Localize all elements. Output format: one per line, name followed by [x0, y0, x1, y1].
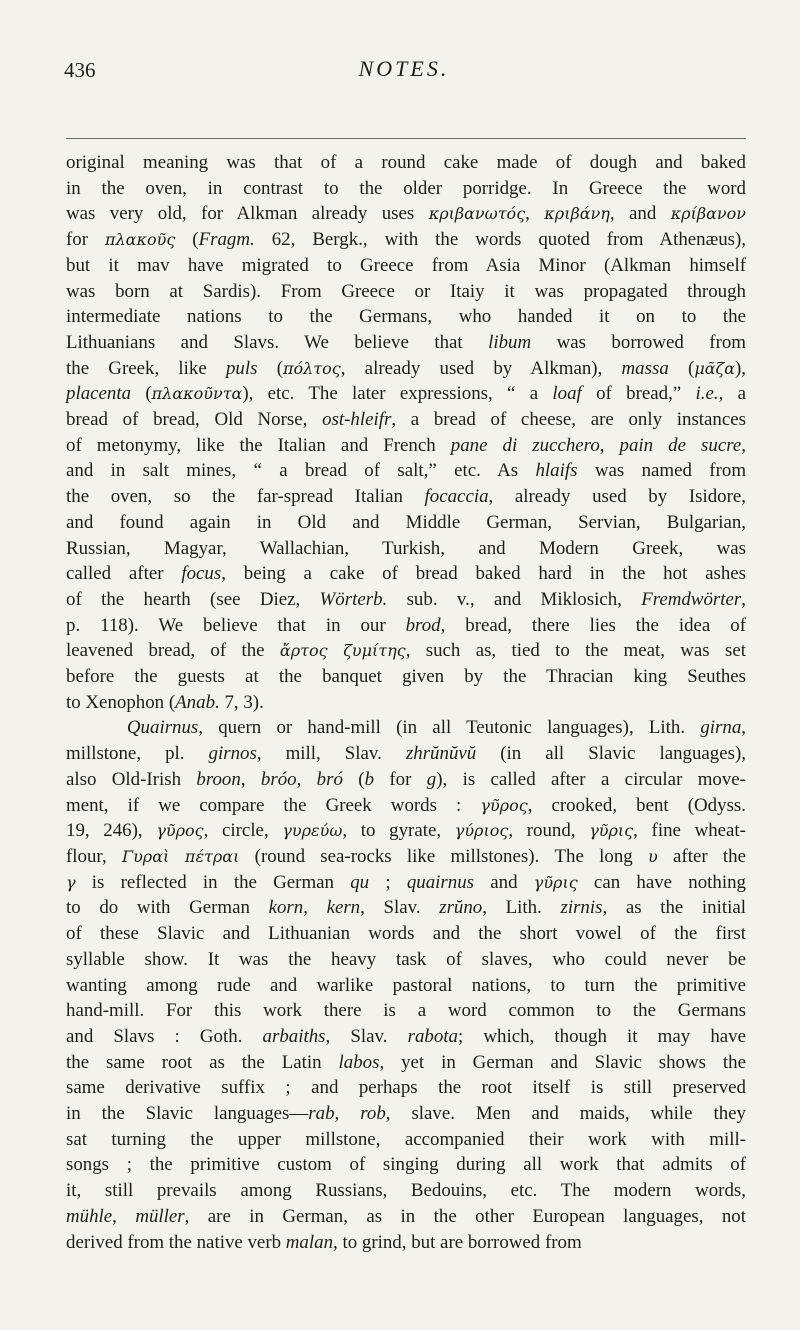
text-segment: ,: [296, 768, 317, 790]
text-segment: [66, 717, 127, 738]
text-segment: , Lith.: [482, 897, 561, 919]
text-line: [66, 690, 746, 716]
text-segment: ment, if we compare the Greek words :: [66, 794, 481, 816]
text-line: [66, 895, 746, 921]
text-line: [66, 870, 746, 896]
text-segment: and: [474, 871, 534, 893]
text-line: [66, 304, 746, 330]
text-segment: , to gyrate,: [342, 820, 455, 842]
text-line: [66, 201, 746, 227]
text-line: [66, 150, 746, 176]
italic-term: müller: [135, 1205, 185, 1227]
text-segment: , as the initial: [602, 897, 746, 919]
text-segment: millstone, pl.: [66, 743, 209, 765]
text-segment: was named from: [577, 460, 747, 482]
greek-term: κρίβανον: [670, 204, 746, 224]
text-segment: , bread, there lies the idea of: [440, 614, 746, 636]
text-line: [66, 741, 746, 767]
text-line: [66, 587, 746, 613]
running-title: NOTES.: [358, 56, 450, 81]
text-segment: derived from the native verb: [66, 1231, 286, 1253]
greek-term: πλακοῦντα: [151, 384, 243, 404]
text-segment: bread of bread, Old Norse,: [66, 409, 323, 431]
text-line: [66, 381, 746, 407]
text-segment: , a: [718, 383, 746, 405]
greek-term: γῦρις: [589, 821, 634, 841]
text-segment: , a bread of cheese, are only instances: [391, 409, 746, 431]
text-segment: sub. v., and Miklosich,: [387, 588, 642, 610]
text-line: [66, 510, 746, 536]
text-segment: is reflected in the German: [75, 871, 351, 893]
text-segment: , crooked, bent (Odyss.: [527, 794, 746, 816]
text-line: [66, 407, 746, 433]
text-segment: leavened bread, of the: [66, 640, 280, 662]
text-segment: , already used by Isidore,: [488, 486, 746, 508]
greek-term: γῦρις: [533, 872, 578, 892]
text-segment: was born at Sardis). From Greece or Itaiy it was propagated through: [66, 280, 746, 302]
italic-term: rab: [308, 1103, 335, 1125]
text-segment: also Old-Irish: [66, 768, 197, 790]
text-line: [66, 818, 746, 844]
italic-term: mühle: [66, 1205, 113, 1227]
text-line: [66, 227, 746, 253]
text-line: [66, 613, 746, 639]
text-segment: (: [668, 357, 695, 379]
italic-term: girna: [700, 717, 742, 739]
italic-term: hlaifs: [535, 460, 578, 482]
text-line: [66, 947, 746, 973]
italic-term: kern: [326, 897, 361, 919]
text-segment: 19, 246),: [66, 820, 157, 842]
text-segment: , already used by Alkman),: [340, 357, 622, 379]
text-segment: , are in German, as in the other European languages, not: [184, 1205, 746, 1227]
text-segment: , to grind, but are borrowed from: [333, 1231, 582, 1253]
italic-term: massa: [621, 357, 669, 379]
greek-term: μᾶζα: [694, 358, 735, 378]
text-segment: ), etc. The later expressions, “ a: [242, 383, 553, 405]
text-segment: after the: [657, 845, 746, 867]
greek-term: πλακοῦς: [105, 230, 176, 250]
text-line: [66, 1050, 746, 1076]
italic-term: rabota: [407, 1025, 458, 1047]
greek-term: γῦρος: [480, 795, 528, 815]
text-segment: , round,: [508, 820, 590, 842]
italic-term: broon: [196, 768, 241, 790]
italic-term: zhrŭnŭvŭ: [405, 743, 477, 765]
italic-term: ost-hleifr: [322, 409, 392, 431]
text-line: [66, 1152, 746, 1178]
italic-term: Fremdwörter: [641, 588, 742, 610]
text-segment: (: [257, 357, 283, 379]
text-segment: can have nothing: [577, 871, 746, 893]
text-segment: of the hearth (see Diez,: [66, 588, 320, 610]
text-segment: of these Slavic and Lithuanian words and the short vowel of the first: [66, 923, 746, 945]
text-segment: ,: [112, 1205, 136, 1227]
italic-term: qu: [350, 871, 370, 893]
text-segment: the same root as the Latin: [66, 1051, 339, 1073]
text-line: [66, 844, 746, 870]
text-segment: , and: [609, 203, 671, 225]
greek-term: υ: [648, 846, 658, 866]
text-line: [66, 176, 746, 202]
text-line: [66, 330, 746, 356]
text-line: [66, 664, 746, 690]
italic-term: quairnus: [406, 871, 475, 893]
text-line: [66, 1127, 746, 1153]
text-segment: and found again in Old and Middle German, Servian, Bulgarian,: [66, 511, 746, 533]
greek-term: γῦρος: [156, 821, 204, 841]
italic-term: girnos: [208, 743, 257, 765]
text-segment: , slave. Men and maids, while they: [385, 1103, 746, 1125]
text-segment: for: [66, 229, 106, 251]
text-segment: of bread,”: [581, 383, 696, 405]
text-segment: to Xenophon (: [66, 691, 176, 713]
text-segment: was very old, for Alkman already uses: [66, 203, 429, 225]
italic-term: rob: [360, 1103, 386, 1125]
text-line: [66, 998, 746, 1024]
text-segment: ;: [369, 871, 407, 893]
text-segment: , such as, tied to the meat, was set: [405, 640, 746, 662]
text-segment: 7, 3).: [219, 691, 264, 713]
greek-term: γ: [66, 872, 76, 892]
text-segment: ,: [334, 1103, 361, 1125]
italic-term: b: [364, 768, 375, 790]
italic-term: zrŭno: [439, 897, 483, 919]
text-segment: called after: [66, 563, 182, 585]
text-line: [66, 484, 746, 510]
italic-term: brod: [405, 614, 441, 636]
text-line: [66, 561, 746, 587]
text-line: [66, 1024, 746, 1050]
text-segment: , circle,: [203, 820, 283, 842]
text-line: [66, 1230, 746, 1256]
italic-term: bró: [316, 768, 343, 790]
italic-term: pane di zucchero, pain de sucre: [450, 434, 742, 456]
text-line: [66, 793, 746, 819]
italic-term: loaf: [552, 383, 582, 405]
greek-term: γύριος: [454, 821, 509, 841]
text-segment: of metonymy, like the Italian and French: [66, 434, 451, 456]
text-line: [66, 433, 746, 459]
notes-body-text: [66, 150, 746, 1255]
text-line: [66, 767, 746, 793]
page-number: 436: [64, 58, 96, 82]
text-line: [66, 973, 746, 999]
text-segment: (: [131, 383, 152, 405]
greek-term: γυρεύω: [282, 821, 343, 841]
italic-term: g: [426, 768, 437, 790]
text-line: [66, 1075, 746, 1101]
italic-term: malan: [285, 1231, 334, 1253]
text-segment: 62, Bergk., with the words quoted from Athenæus),: [254, 229, 747, 251]
text-segment: ), is called after a circular move-: [436, 768, 746, 790]
text-segment: ,: [525, 203, 545, 225]
text-segment: and Slavs : Goth.: [66, 1025, 263, 1047]
italic-term: Anab.: [175, 691, 220, 713]
text-segment: but it mav have migrated to Greece from Asia Minor (Alkman himself: [66, 254, 746, 276]
text-segment: same derivative suffix ; and perhaps the root itself is still preserved: [66, 1077, 746, 1099]
italic-term: Quairnus: [126, 717, 199, 739]
text-segment: hand-mill. For this work there is a word common to the Germans: [66, 1000, 746, 1022]
italic-term: korn: [268, 897, 304, 919]
text-segment: in the Slavic languages—: [66, 1103, 309, 1125]
text-segment: (in all Slavic languages),: [476, 743, 746, 765]
text-segment: ),: [735, 357, 747, 379]
text-line: [66, 253, 746, 279]
italic-term: i.e.: [695, 383, 719, 405]
header-rule: [66, 138, 746, 139]
text-segment: ,: [240, 768, 261, 790]
italic-term: labos: [338, 1051, 380, 1073]
greek-term: κριβανωτός: [428, 204, 526, 224]
text-segment: songs ; the primitive custom of singing during all work that admits of: [66, 1154, 746, 1176]
italic-term: placenta: [66, 383, 132, 405]
text-segment: it, still prevails among Russians, Bedouins, etc. The modern words,: [66, 1180, 746, 1202]
text-segment: syllable show. It was the heavy task of slaves, who could never be: [66, 948, 746, 970]
text-segment: wanting among rude and warlike pastoral nations, to turn the primitive: [66, 974, 746, 996]
text-segment: flour,: [66, 845, 122, 867]
text-segment: (round sea-rocks like millstones). The long: [239, 845, 649, 867]
text-segment: , fine wheat-: [633, 820, 746, 842]
greek-term: Γυραὶ πέτραι: [121, 846, 240, 866]
text-line: [66, 536, 746, 562]
text-line: [66, 715, 746, 741]
italic-term: puls: [225, 357, 258, 379]
text-segment: for: [374, 768, 427, 790]
text-segment: in the oven, in contrast to the older porridge. In Greece the word: [66, 177, 746, 199]
text-segment: , Slav.: [325, 1025, 408, 1047]
text-segment: ,: [741, 588, 746, 610]
page-header: [64, 50, 744, 90]
italic-term: focus: [181, 563, 222, 585]
text-line: [66, 356, 746, 382]
text-segment: , Slav.: [360, 897, 440, 919]
text-segment: , yet in German and Slavic shows the: [379, 1051, 746, 1073]
text-segment: ,: [741, 717, 746, 739]
text-line: [66, 1204, 746, 1230]
italic-term: Fragm.: [198, 229, 255, 251]
italic-term: Wörterb.: [319, 588, 388, 610]
text-segment: before the guests at the banquet given by the Thracian king Seuthes: [66, 666, 746, 688]
text-segment: and in salt mines, “ a bread of salt,” etc. As: [66, 460, 536, 482]
text-line: [66, 921, 746, 947]
text-segment: to do with German: [66, 897, 269, 919]
text-segment: the oven, so the far-spread Italian: [66, 486, 425, 508]
text-line: [66, 1101, 746, 1127]
text-segment: , being a cake of bread baked hard in the hot ashes: [221, 563, 747, 585]
text-segment: original meaning was that of a round cake made of dough and baked: [66, 152, 746, 173]
text-segment: Lithuanians and Slavs. We believe that: [66, 331, 489, 353]
text-segment: , mill, Slav.: [256, 743, 406, 765]
text-line: [66, 1178, 746, 1204]
italic-term: focaccia: [424, 486, 489, 508]
text-line: [66, 458, 746, 484]
text-segment: ; which, though it may have: [458, 1025, 747, 1047]
text-segment: the Greek, like: [66, 357, 226, 379]
text-segment: was borrowed from: [531, 331, 747, 353]
text-segment: p. 118). We believe that in our: [66, 614, 406, 636]
italic-term: arbaiths: [262, 1025, 326, 1047]
greek-term: ἄρτος ζυμίτης: [279, 641, 406, 661]
greek-term: πόλτος: [283, 358, 341, 378]
text-segment: (: [342, 768, 365, 790]
text-segment: (: [175, 229, 199, 251]
italic-term: bróo: [260, 768, 297, 790]
text-segment: sat turning the upper millstone, accompanied their work with mill-: [66, 1128, 746, 1150]
italic-term: libum: [488, 331, 532, 353]
text-segment: intermediate nations to the Germans, who handed it on to the: [66, 306, 746, 328]
text-line: [66, 279, 746, 305]
italic-term: zirnis: [560, 897, 603, 919]
text-segment: ,: [303, 897, 327, 919]
text-line: [66, 638, 746, 664]
text-segment: ,: [741, 434, 746, 456]
text-segment: Russian, Magyar, Wallachian, Turkish, and Modern Greek, was: [66, 537, 746, 559]
text-segment: , quern or hand-mill (in all Teutonic languages), Lith.: [198, 717, 701, 739]
greek-term: κριβάνη: [544, 204, 610, 224]
